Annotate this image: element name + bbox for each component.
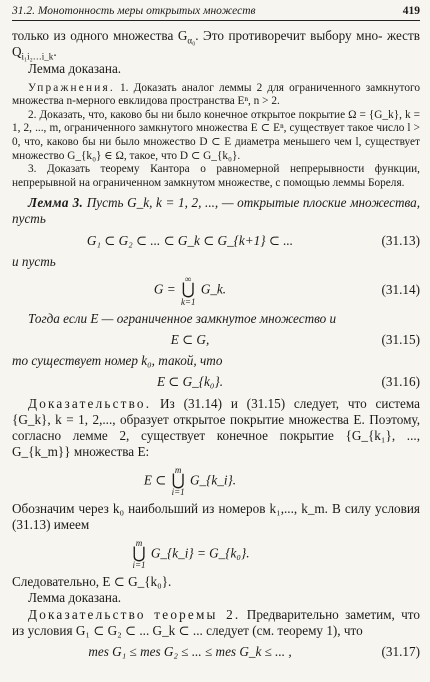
- lemma-proved-2: Лемма доказана.: [28, 590, 122, 606]
- equation-body: G₁ ⊂ G₂ ⊂ ... ⊂ G_k ⊂ G_{k+1} ⊂ ...: [86, 232, 294, 248]
- equation-body: E ⊂ G,: [170, 331, 210, 347]
- and-let: и пусть: [12, 253, 56, 269]
- equation-31-17: [12, 644, 420, 660]
- equation-31-16: [12, 374, 420, 390]
- union-operator: ∞ ⋃ k=1: [180, 274, 196, 307]
- exercise-2: 2. Доказать, что, каково бы ни было конечное открытое покрытие Ω = {G_k}, k = 1, 2, ..., m, ограниченного замкнутого множества E ⊂ Eⁿ, существует такое число l > 0, что, каково бы ни было множество D ⊂ E диаметра меньшего чем l, существует множество G_{k₀} ∈ Ω, такое, что D ⊂ G_{k₀}.: [12, 108, 420, 162]
- running-title: 31.2. Монотонность меры открытых множеств: [12, 5, 256, 17]
- exercise-3: 3. Доказать теорему Кантора о равномерной непрерывности функции, непрерывной на ограниченном замкнутом множестве, с помощью леммы Бореля.: [12, 163, 420, 189]
- union-operator: m ⋃ i=1: [171, 464, 185, 498]
- equation-body: mes G₁ ≤ mes G₂ ≤ ... ≤ mes G_k ≤ ... ,: [88, 644, 292, 660]
- equation-body: E ⊂ m ⋃ i=1 G_{k_i}.: [143, 464, 237, 498]
- equation-31-13: [12, 233, 420, 249]
- lemma-3-statement: Лемма 3. Пусть G_k, k = 1, 2, ..., — открытые плоские множества, пусть: [12, 195, 420, 227]
- hence-line: Следовательно, E ⊂ G_{k₀}.: [12, 574, 172, 590]
- exercise-1: Упражнения. 1. Доказать аналог леммы 2 для ограниченного замкнутого множества n-мерного евклидова пространства Eⁿ, n > 2.: [12, 81, 420, 108]
- denote-paragraph: Обозначим через k₀ наибольший из номеров k₁,..., k_m. В силу условия (31.13) имеем: [12, 501, 420, 533]
- equation-union-k0: [12, 539, 420, 570]
- equation-31-14: [12, 275, 420, 306]
- paragraph-continuation: только из одного множества $G_{\alpha_0}$. Это противоречит выбору мно- жеств $Q_{i_1i_2\dots i\_k}$.: [12, 28, 420, 63]
- equation-body: m ⋃ i=1 G_{k_i} = G_{k₀}.: [132, 537, 250, 571]
- then-clause: Тогда если E — ограниченное замкнутое множество и: [28, 310, 337, 326]
- equation-body: G = ∞ ⋃ k=1 G_k.: [153, 274, 227, 307]
- lemma-proved-1: Лемма доказана.: [28, 60, 122, 76]
- equation-31-15: [12, 332, 420, 348]
- page-number: 419: [402, 5, 420, 17]
- equation-body: E ⊂ G_{k₀}.: [156, 374, 224, 390]
- equation-number: (31.16): [381, 374, 420, 390]
- proof-paragraph: Доказательство. Из (31.14) и (31.15) следует, что система {G_k}, k = 1, 2,..., образует открытое покрытие множества E. Поэтому, согласно лемме 2, существует конечное покрытие {G_{k₁}, ..., G_{k_m}} множества E:: [12, 395, 420, 460]
- union-operator: m ⋃ i=1: [132, 537, 146, 571]
- equation-number: (31.17): [381, 644, 420, 660]
- running-header: [12, 4, 420, 21]
- equation-number: (31.14): [381, 282, 420, 298]
- equation-cover: [12, 466, 420, 497]
- equation-number: (31.13): [381, 232, 420, 248]
- equation-number: (31.15): [381, 331, 420, 347]
- theorem-proof-paragraph: Доказательство теоремы 2. Предварительно заметим, что из условия G₁ ⊂ G₂ ⊂ ... G_k ⊂ ... следует (см. теорему 1), что: [12, 606, 420, 638]
- exists-clause: то существует номер k₀, такой, что: [12, 353, 223, 369]
